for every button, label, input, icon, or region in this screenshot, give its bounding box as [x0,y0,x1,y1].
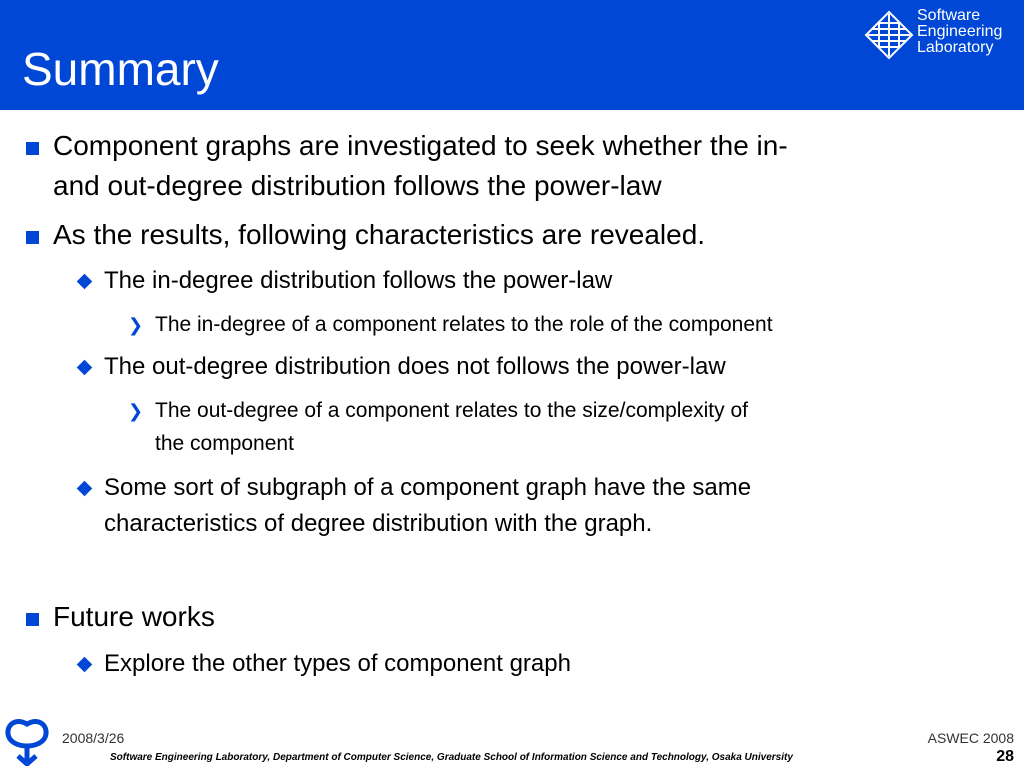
sub-sub-bullet-text: The out-degree of a component relates to the size/complexity of [155,399,748,422]
logo-line-2: Engineering [917,23,1003,40]
bullet-text: and out-degree distribution follows the power-law [53,170,662,201]
sub-bullet-text: Some sort of subgraph of a component graph have the same [104,474,752,501]
chevron-right-icon: ❯ [128,315,144,335]
square-bullet-icon [26,142,39,155]
bullet-text: Future works [53,601,215,632]
square-bullet-icon [26,231,39,244]
diamond-bullet-icon [77,657,93,673]
sub-bullet-text: The out-degree distribution does not follows the power-law [104,353,726,380]
sub-bullet-text: characteristics of degree distribution with the graph. [104,510,653,537]
footer-conference: ASWEC 2008 [927,730,1014,746]
university-logo-icon [4,716,50,766]
bullet-text: As the results, following characteristics are revealed. [53,219,706,250]
sub-sub-bullet-text: The in-degree of a component relates to the role of the component [155,313,773,336]
sub-bullet-text: The in-degree distribution follows the power-law [104,267,613,294]
chevron-right-icon: ❯ [128,401,144,421]
bullet-text: Component graphs are investigated to seek whether the in- [53,130,788,161]
sub-bullet-text: Explore the other types of component graph [104,650,571,677]
diamond-bullet-icon [77,481,93,497]
diamond-bullet-icon [77,274,93,290]
square-bullet-icon [26,613,39,626]
logo-line-1: Software [917,7,981,24]
logo-line-3: Laboratory [917,39,994,56]
sub-sub-bullet-text: the component [155,432,294,455]
footer-date: 2008/3/26 [62,730,125,746]
diamond-bullet-icon [77,360,93,376]
footer-affiliation: Software Engineering Laboratory, Department of Computer Science, Graduate School of Information Science and Technology, Osaka University [110,752,793,763]
page-number: 28 [996,748,1014,765]
slide-title: Summary [22,43,219,95]
